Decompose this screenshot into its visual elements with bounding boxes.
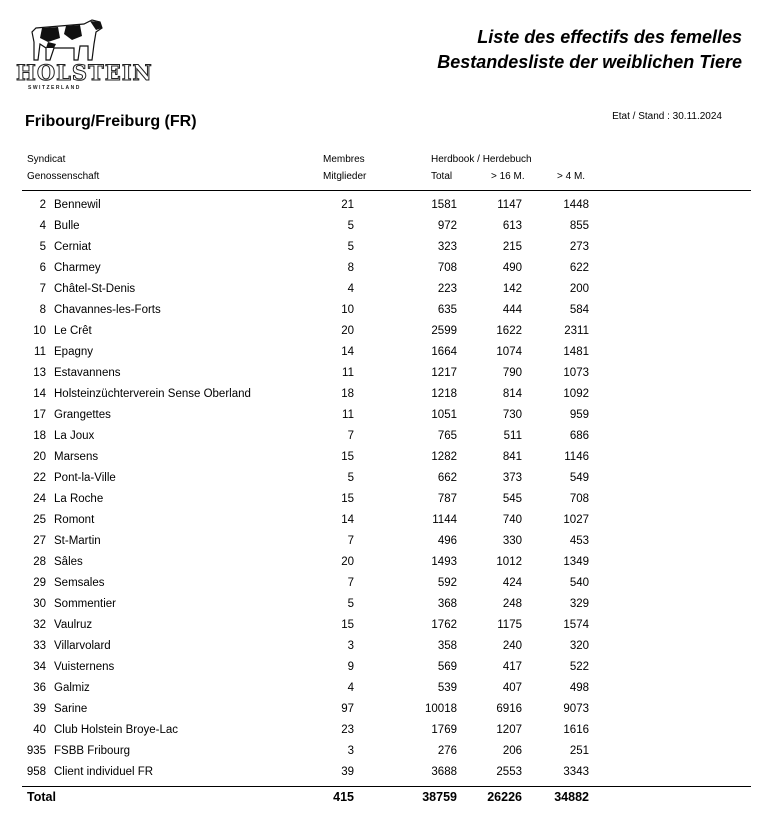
row-number: 33 bbox=[33, 640, 46, 652]
row-name: Estavannens bbox=[54, 367, 121, 379]
row-gt4: 498 bbox=[569, 682, 589, 694]
row-gt4: 522 bbox=[569, 661, 589, 673]
row-gt16: 142 bbox=[502, 283, 522, 295]
row-members: 7 bbox=[347, 577, 354, 589]
row-gt16: 6916 bbox=[496, 703, 522, 715]
row-members: 7 bbox=[347, 535, 354, 547]
table-row bbox=[0, 430, 772, 451]
row-total: 592 bbox=[437, 577, 457, 589]
row-number: 6 bbox=[39, 262, 46, 274]
row-number: 11 bbox=[34, 346, 46, 358]
row-name: FSBB Fribourg bbox=[54, 745, 131, 757]
row-gt4: 1481 bbox=[563, 346, 589, 358]
row-name: Club Holstein Broye-Lac bbox=[54, 724, 179, 736]
row-members: 5 bbox=[347, 241, 354, 253]
table-row bbox=[0, 241, 772, 262]
row-members: 9 bbox=[347, 661, 354, 673]
table-row bbox=[0, 283, 772, 304]
row-gt4: 1349 bbox=[563, 556, 589, 568]
row-gt4: 453 bbox=[569, 535, 589, 547]
row-gt4: 622 bbox=[569, 262, 589, 274]
row-gt4: 1027 bbox=[563, 514, 589, 526]
row-gt16: 1074 bbox=[496, 346, 522, 358]
total-label: Total bbox=[27, 790, 56, 804]
row-total: 2599 bbox=[431, 325, 457, 337]
row-gt4: 584 bbox=[569, 304, 589, 316]
row-members: 14 bbox=[341, 346, 354, 358]
total-divider bbox=[22, 786, 751, 787]
table-row bbox=[0, 220, 772, 241]
row-name: Le Crêt bbox=[54, 325, 92, 337]
row-name: Galmiz bbox=[54, 682, 90, 694]
row-total: 1218 bbox=[431, 388, 457, 400]
row-number: 25 bbox=[33, 514, 46, 526]
row-total: 972 bbox=[437, 220, 457, 232]
row-total: 10018 bbox=[425, 703, 457, 715]
row-total: 1217 bbox=[431, 367, 457, 379]
row-members: 20 bbox=[341, 325, 354, 337]
table-row bbox=[0, 724, 772, 745]
row-members: 21 bbox=[341, 199, 354, 211]
row-gt4: 329 bbox=[569, 598, 589, 610]
row-total: 368 bbox=[437, 598, 457, 610]
row-gt4: 9073 bbox=[563, 703, 589, 715]
row-gt16: 248 bbox=[502, 598, 522, 610]
row-gt16: 1147 bbox=[497, 199, 522, 211]
row-members: 4 bbox=[347, 682, 354, 694]
table-row bbox=[0, 451, 772, 472]
row-name: Epagny bbox=[54, 346, 94, 358]
row-members: 15 bbox=[341, 619, 354, 631]
row-total: 539 bbox=[437, 682, 457, 694]
row-members: 15 bbox=[341, 451, 354, 463]
row-gt4: 686 bbox=[569, 430, 589, 442]
row-name: Villarvolard bbox=[54, 640, 111, 652]
row-number: 32 bbox=[33, 619, 46, 631]
row-number: 17 bbox=[33, 409, 46, 421]
row-gt4: 3343 bbox=[563, 766, 589, 778]
row-members: 97 bbox=[341, 703, 354, 715]
row-gt16: 790 bbox=[502, 367, 522, 379]
table-row bbox=[0, 640, 772, 661]
row-total: 358 bbox=[437, 640, 457, 652]
col-genossenschaft: Genossenschaft bbox=[27, 171, 100, 182]
row-gt4: 1616 bbox=[563, 724, 589, 736]
col-membres: Membres bbox=[323, 154, 365, 165]
row-members: 3 bbox=[347, 640, 354, 652]
table-row bbox=[0, 514, 772, 535]
table-row bbox=[0, 682, 772, 703]
row-gt16: 490 bbox=[502, 262, 522, 274]
row-members: 15 bbox=[341, 493, 354, 505]
row-total: 1664 bbox=[431, 346, 457, 358]
row-gt16: 240 bbox=[502, 640, 522, 652]
total-gt4: 34882 bbox=[554, 790, 589, 804]
row-total: 569 bbox=[437, 661, 457, 673]
table-row bbox=[0, 577, 772, 598]
row-gt4: 549 bbox=[569, 472, 589, 484]
total-members: 415 bbox=[333, 790, 354, 804]
table-row bbox=[0, 766, 772, 787]
row-number: 4 bbox=[39, 220, 46, 232]
table-row bbox=[0, 409, 772, 430]
row-gt16: 740 bbox=[502, 514, 522, 526]
row-name: Grangettes bbox=[54, 409, 111, 421]
row-gt16: 373 bbox=[502, 472, 522, 484]
col-total: Total bbox=[431, 171, 453, 182]
row-number: 29 bbox=[33, 577, 46, 589]
row-number: 10 bbox=[33, 325, 46, 337]
table-row bbox=[0, 346, 772, 367]
col-herdbook: Herdbook / Herdebuch bbox=[431, 154, 532, 165]
row-number: 14 bbox=[33, 388, 46, 400]
row-gt16: 2553 bbox=[496, 766, 522, 778]
row-number: 13 bbox=[33, 367, 46, 379]
table-row bbox=[0, 325, 772, 346]
row-gt4: 2311 bbox=[564, 325, 589, 337]
row-gt16: 511 bbox=[503, 430, 522, 442]
row-name: Charmey bbox=[54, 262, 101, 274]
row-name: La Joux bbox=[54, 430, 95, 442]
row-name: Vaulruz bbox=[54, 619, 93, 631]
row-number: 27 bbox=[33, 535, 46, 547]
row-number: 34 bbox=[33, 661, 46, 673]
row-gt16: 613 bbox=[502, 220, 522, 232]
row-total: 662 bbox=[437, 472, 457, 484]
row-total: 1762 bbox=[431, 619, 457, 631]
row-members: 18 bbox=[341, 388, 354, 400]
row-gt16: 215 bbox=[502, 241, 522, 253]
row-members: 11 bbox=[342, 367, 354, 379]
row-name: Sommentier bbox=[54, 598, 116, 610]
row-gt16: 424 bbox=[502, 577, 522, 589]
row-name: St-Martin bbox=[54, 535, 101, 547]
row-number: 36 bbox=[33, 682, 46, 694]
row-members: 11 bbox=[342, 409, 354, 421]
table-row bbox=[0, 598, 772, 619]
table-row bbox=[0, 493, 772, 514]
table-row bbox=[0, 472, 772, 493]
row-gt4: 273 bbox=[569, 241, 589, 253]
region-title: Fribourg/Freiburg (FR) bbox=[25, 113, 197, 130]
row-gt16: 545 bbox=[502, 493, 522, 505]
table-row bbox=[0, 199, 772, 220]
row-gt16: 1012 bbox=[496, 556, 522, 568]
row-number: 22 bbox=[33, 472, 46, 484]
title-de: Bestandesliste der weiblichen Tiere bbox=[437, 52, 742, 72]
row-gt16: 407 bbox=[502, 682, 522, 694]
row-gt4: 708 bbox=[569, 493, 589, 505]
row-gt16: 1622 bbox=[496, 325, 522, 337]
header-divider bbox=[22, 190, 751, 191]
row-total: 496 bbox=[437, 535, 457, 547]
row-members: 39 bbox=[341, 766, 354, 778]
row-name: La Roche bbox=[54, 493, 104, 505]
row-number: 20 bbox=[33, 451, 46, 463]
row-members: 7 bbox=[347, 430, 354, 442]
row-gt16: 417 bbox=[502, 661, 522, 673]
total-total: 38759 bbox=[422, 790, 457, 804]
row-number: 40 bbox=[33, 724, 46, 736]
row-members: 20 bbox=[341, 556, 354, 568]
logo-text: HOLSTEIN bbox=[16, 60, 153, 85]
row-name: Pont-la-Ville bbox=[54, 472, 116, 484]
row-total: 323 bbox=[437, 241, 457, 253]
row-gt16: 1175 bbox=[497, 619, 522, 631]
row-gt4: 1073 bbox=[563, 367, 589, 379]
row-number: 28 bbox=[33, 556, 46, 568]
table-row bbox=[0, 745, 772, 766]
holstein-logo bbox=[14, 14, 153, 94]
row-number: 958 bbox=[26, 766, 46, 778]
row-total: 1051 bbox=[431, 409, 457, 421]
row-members: 5 bbox=[347, 598, 354, 610]
row-number: 5 bbox=[39, 241, 46, 253]
row-gt4: 855 bbox=[569, 220, 589, 232]
row-gt16: 814 bbox=[502, 388, 522, 400]
row-total: 1282 bbox=[431, 451, 457, 463]
row-total: 1581 bbox=[431, 199, 457, 211]
row-name: Marsens bbox=[54, 451, 99, 463]
row-gt4: 200 bbox=[569, 283, 589, 295]
row-members: 10 bbox=[341, 304, 354, 316]
row-members: 3 bbox=[347, 745, 354, 757]
row-gt4: 251 bbox=[569, 745, 589, 757]
row-total: 765 bbox=[437, 430, 457, 442]
table-row bbox=[0, 535, 772, 556]
row-total: 223 bbox=[437, 283, 457, 295]
row-members: 4 bbox=[347, 283, 354, 295]
row-number: 18 bbox=[33, 430, 46, 442]
row-gt16: 444 bbox=[502, 304, 522, 316]
row-name: Romont bbox=[54, 514, 95, 526]
row-number: 30 bbox=[33, 598, 46, 610]
row-total: 1769 bbox=[431, 724, 457, 736]
total-gt16: 26226 bbox=[487, 790, 522, 804]
row-gt4: 1146 bbox=[564, 451, 589, 463]
row-number: 8 bbox=[39, 304, 46, 316]
row-gt4: 1092 bbox=[563, 388, 589, 400]
logo-subtext: SWITZERLAND bbox=[28, 85, 81, 91]
row-number: 7 bbox=[39, 283, 46, 295]
row-gt4: 1574 bbox=[563, 619, 589, 631]
table-row bbox=[0, 661, 772, 682]
row-name: Sarine bbox=[54, 703, 88, 715]
col-syndicat: Syndicat bbox=[27, 154, 66, 165]
row-total: 3688 bbox=[431, 766, 457, 778]
row-name: Chavannes-les-Forts bbox=[54, 304, 161, 316]
table-row bbox=[0, 556, 772, 577]
row-name: Semsales bbox=[54, 577, 105, 589]
row-gt16: 330 bbox=[502, 535, 522, 547]
row-gt4: 540 bbox=[569, 577, 589, 589]
row-name: Holsteinzüchterverein Sense Oberland bbox=[54, 388, 251, 400]
row-number: 24 bbox=[33, 493, 46, 505]
table-row bbox=[0, 619, 772, 640]
row-gt16: 841 bbox=[502, 451, 522, 463]
row-members: 5 bbox=[347, 472, 354, 484]
row-total: 1493 bbox=[431, 556, 457, 568]
row-total: 276 bbox=[437, 745, 457, 757]
row-gt4: 320 bbox=[569, 640, 589, 652]
col-mitglieder: Mitglieder bbox=[323, 171, 367, 182]
row-name: Cerniat bbox=[54, 241, 92, 253]
row-number: 935 bbox=[26, 745, 46, 757]
cow-icon bbox=[14, 14, 108, 66]
row-gt4: 1448 bbox=[563, 199, 589, 211]
table-row bbox=[0, 703, 772, 724]
row-members: 23 bbox=[341, 724, 354, 736]
row-name: Sâles bbox=[54, 556, 83, 568]
row-members: 14 bbox=[341, 514, 354, 526]
row-members: 5 bbox=[347, 220, 354, 232]
row-gt16: 1207 bbox=[496, 724, 522, 736]
row-name: Châtel-St-Denis bbox=[54, 283, 136, 295]
row-name: Bulle bbox=[54, 220, 80, 232]
report-date: Etat / Stand : 30.11.2024 bbox=[612, 111, 722, 122]
row-total: 787 bbox=[437, 493, 457, 505]
table-row bbox=[0, 304, 772, 325]
table-row bbox=[0, 388, 772, 409]
row-total: 1144 bbox=[432, 514, 457, 526]
row-total: 635 bbox=[437, 304, 457, 316]
col-gt16: > 16 M. bbox=[491, 171, 525, 182]
table-row bbox=[0, 367, 772, 388]
row-gt16: 206 bbox=[502, 745, 522, 757]
row-number: 39 bbox=[33, 703, 46, 715]
table-row bbox=[0, 262, 772, 283]
row-name: Client individuel FR bbox=[54, 766, 154, 778]
row-name: Bennewil bbox=[54, 199, 101, 211]
row-number: 2 bbox=[39, 199, 46, 211]
row-members: 8 bbox=[347, 262, 354, 274]
row-name: Vuisternens bbox=[54, 661, 115, 673]
title-fr: Liste des effectifs des femelles bbox=[477, 27, 742, 47]
col-gt4: > 4 M. bbox=[557, 171, 586, 182]
row-total: 708 bbox=[437, 262, 457, 274]
row-gt16: 730 bbox=[502, 409, 522, 421]
row-gt4: 959 bbox=[569, 409, 589, 421]
